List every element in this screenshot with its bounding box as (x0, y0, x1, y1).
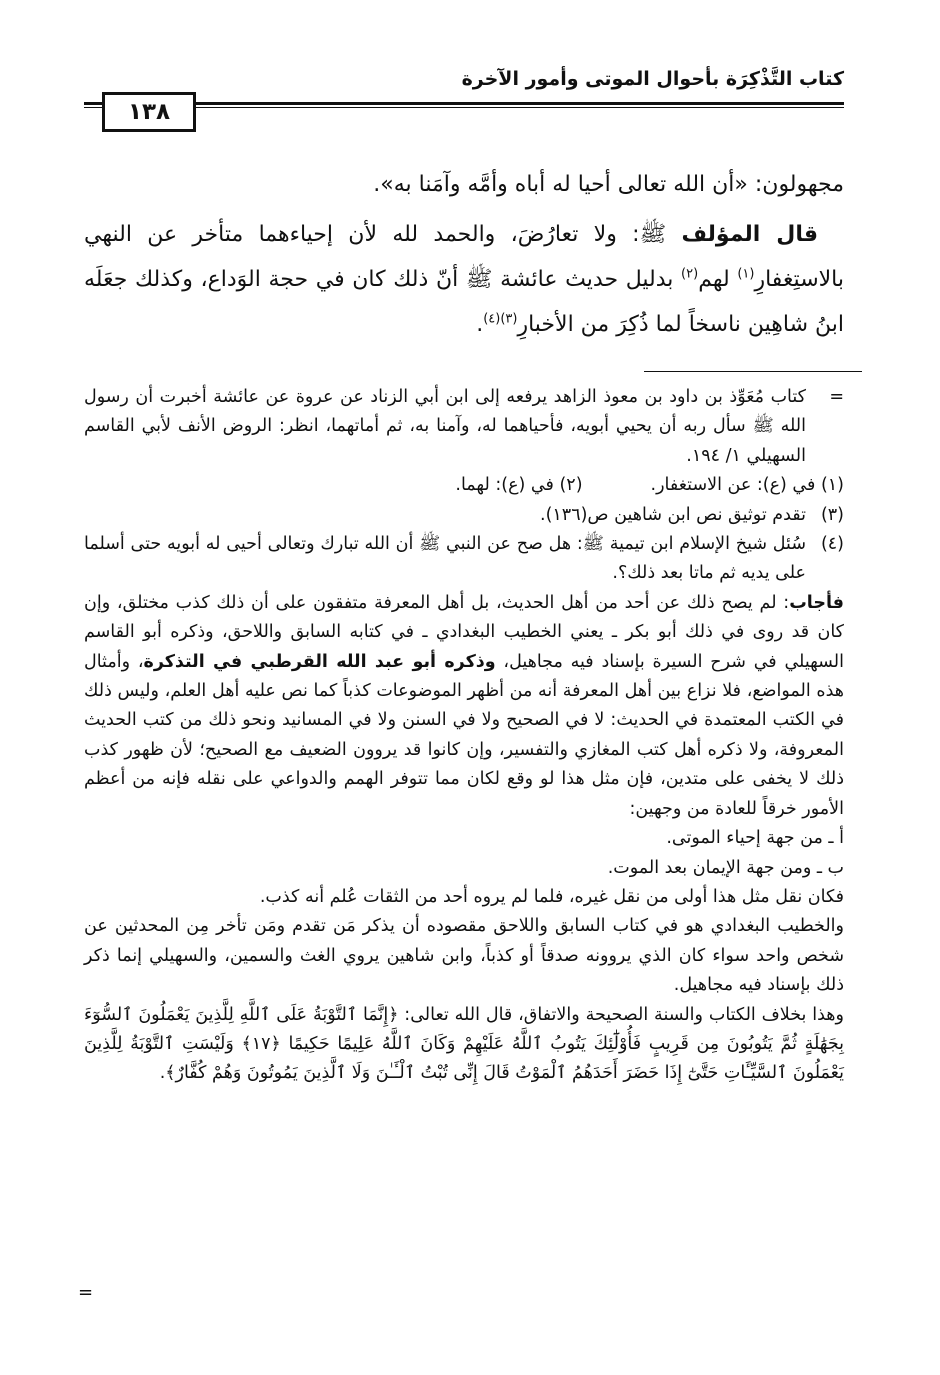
footnote-ref-3-4[interactable]: (٣)(٤) (483, 311, 518, 327)
main-text (84, 162, 844, 352)
footnote-3 (84, 501, 844, 530)
author-text: . (476, 312, 484, 337)
page-header (84, 68, 844, 128)
footnote-mark: (٣) (820, 504, 844, 525)
answer-text: ، وأمثال هذه المواضع، فلا نزاع بين أهل المعرفة أنه من أظهر الموضوعات كذباً كما نص عليه أهل العلم، وليس ذلك في الكتب المعتمدة في الحديث: لا في الصحيح ولا في السنن ولا في المسانيد ونحو ذلك من كتب الحديث المعروفة، ولا ذكره أهل كتب المغازي والتفسير، وإن كانوا قد يروون الضعيف مع الصحيح؛ لأن ظهور كذب ذلك لا يخفى على متدين، فإن مثل هذا لو وقع لكان مما تتوفر الهمم والدواعي على نقله فإنه من أعظم الأمور خرقاً للعادة من وجهين: (84, 651, 844, 819)
footnote-mark: (١) (820, 475, 844, 496)
paragraph: فكان نقل مثل هذا أولى من نقل غيره، فلما لم يروه أحد من الثقات عُلم أنه كذب. (259, 886, 844, 907)
quran-paragraph: وهذا بخلاف الكتاب والسنة الصحيحة والاتفاق، قال الله تعالى: ﴿إِنَّمَا ٱلتَّوْبَةُ عَلَى ٱللَّهِ لِلَّذِينَ يَعْمَلُونَ ٱلسُّوٓءَ بِجَهَٰلَةٍ ثُمَّ يَتُوبُونَ مِن قَرِيبٍ فَأُوْلَٰٓئِكَ يَتُوبُ ٱللَّهُ عَلَيْهِمْ وَكَانَ ٱللَّهُ عَلِيمًا حَكِيمًا ﴿١٧﴾ وَلَيْسَتِ ٱلتَّوْبَةُ لِلَّذِينَ يَعْمَلُونَ ٱلسَّيِّـَٔاتِ حَتَّىٰٓ إِذَا حَضَرَ أَحَدَهُمُ ٱلْمَوْتُ قَالَ إِنِّى تُبْتُ ٱلْـَٔـٰنَ وَلَا ٱلَّذِينَ يَمُوتُونَ وَهُمْ كُفَّارٌ﴾. (84, 1004, 844, 1084)
author-text: : ولا تعارُضَ، والحمد لله لأن إحياءهما متأخر عن النهي بالاستِغفارِ (84, 222, 844, 292)
footnote-row-1-2 (84, 471, 844, 500)
footnote-ref-2[interactable]: (٢) (681, 266, 699, 282)
footnote-continuation (84, 383, 844, 471)
footnote-1 (651, 471, 844, 500)
answer-text: : لم يصح ذلك عن أحد من أهل الحديث، بل أهل المعرفة متفقون على أن ذلك كذب مختلق، وإن كان قد روى في ذلك أبو بكر ـ يعني الخطيب البغدادي ـ في كتابه السابق واللاحق، وذكره أبو القاسم السهيلي في شرح السيرة بإسناد فيه مجاهيل، (84, 592, 844, 672)
continuation-mark: = (829, 387, 844, 407)
footnote-ref-1[interactable]: (١) (737, 266, 755, 282)
page-number: ١٣٨ (102, 92, 196, 132)
footnote-text: كتاب مُعَوِّذ بن داود بن معوذ الزاهد يرفعه إلى ابن أبي الزناد عن عروة عن عائشة أخبرت أن رسول الله ﷺ سأل ربه أن يحيي أبويه، فأحياهما له، وآمنا به، ثم أماتهما، انظر: الروض الأنف لأبي القاسم السهيلي ١/ ١٩٤. (84, 387, 806, 466)
footnote-4 (84, 530, 844, 589)
footnote-mark: (٤) (820, 534, 844, 555)
list-item-a: أ ـ من جهة إحياء الموتى. (666, 828, 844, 849)
continuation-line: مجهولون: «أن الله تعالى أحيا له أباه وأمَّه وآمَنا به». (373, 172, 844, 197)
footnotes (84, 383, 844, 1089)
footnote-text: سُئل شيخ الإسلام ابن تيمية ﷺ: هل صح عن النبي ﷺ أن الله تبارك وتعالى أحيى له أبويه حتى أسلما على يديه ثم ماتا بعد ذلك؟. (84, 534, 806, 584)
author-label: قال المؤلف (681, 222, 818, 247)
answer-label: فأجاب (789, 592, 844, 613)
paragraph: والخطيب البغدادي هو في كتاب السابق واللاحق مقصوده أن يذكر مَن تقدم ومَن تأخر مِن المحدثين عن شخص واحد سواء كان الذي يروونه صدقاً أو كذباً، وابن شاهين يروي الغث والسمين، والسهيلي إنما ذكر ذلك بإسناد فيه مجاهيل. (84, 916, 844, 996)
footnote-separator (644, 371, 862, 372)
footnote-text: تقدم توثيق نص ابن شاهين ص(١٣٦). (540, 504, 806, 525)
answer-bold-text: وذكره أبو عبد الله القرطبي في التذكرة (143, 651, 496, 672)
author-paragraph (84, 212, 844, 347)
running-title: كتاب التَّذْكِرَة بأحوال الموتى وأمور الآخرة (461, 68, 844, 90)
footnote-text: في (ع): لهما. (455, 475, 554, 496)
author-text: لهم (698, 267, 738, 292)
continuation-mark-end: = (78, 1282, 94, 1303)
author-honorific: ﷺ (639, 222, 667, 247)
header-rule (84, 102, 844, 108)
footnote-text: في (ع): عن الاستغفار. (650, 475, 816, 496)
footnote-mark: (٢) (559, 475, 583, 496)
footnote-2 (455, 471, 582, 500)
answer-paragraph (84, 589, 844, 824)
author-text: بدليل حديث عائشة ﷺ أنّ ذلك كان في حجة الوَداع، وكذلك جعَلَه ابنُ شاهِين ناسخاً لما ذُكِرَ من الأخبارِ (84, 267, 844, 337)
list-item-b: ب ـ ومن جهة الإيمان بعد الموت. (607, 857, 844, 878)
